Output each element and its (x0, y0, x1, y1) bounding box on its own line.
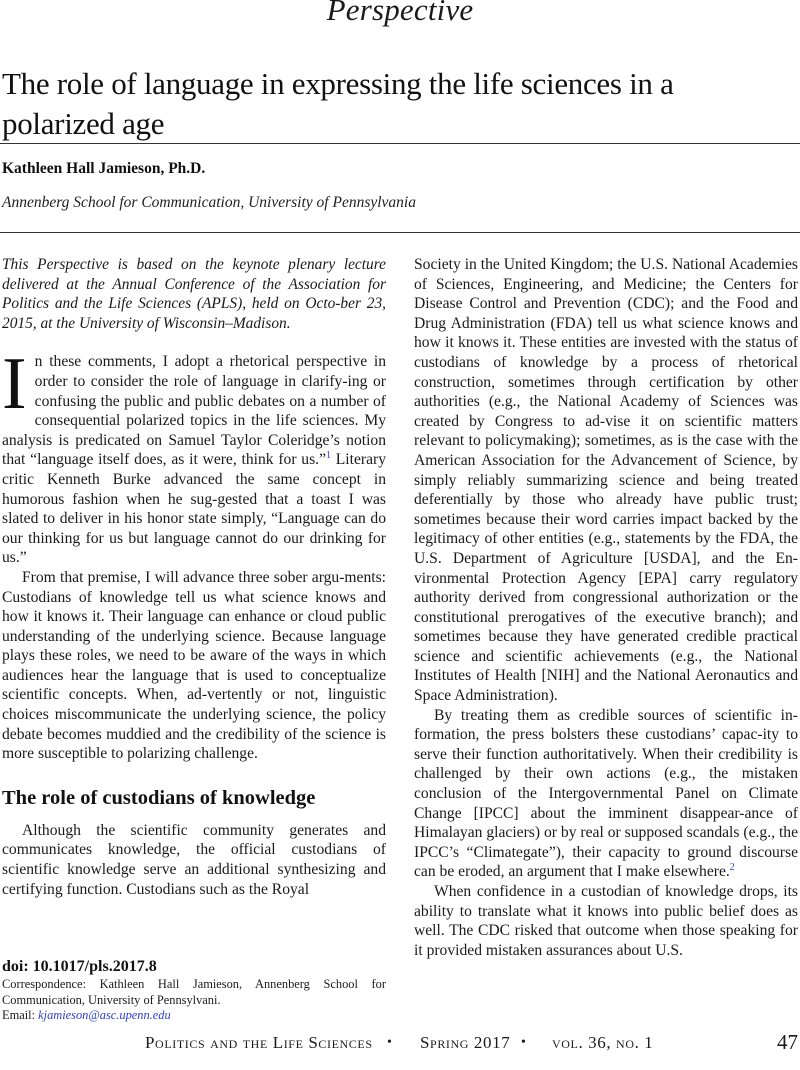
footnote-ref-1[interactable]: 1 (326, 450, 331, 462)
right-column (414, 255, 798, 960)
author-name: Kathleen Hall Jamieson, Ph.D. (2, 160, 206, 177)
paragraph-4: Society in the United Kingdom; the U.S. National Academies of Sciences, Engineering, and Medicine; the Centers for Disease Control and Prevention (CDC); and the Food and Drug Administration (FDA) tell us what science knows and how it knows it. These entities are invested with the status of custodians of knowledge by a process of rhetorical construction, sometimes through certification by other authorities (e.g., the National Academy of Sciences was created by Congress to ad-vise it on scientific matters relevant to policymaking); sometimes, as is the case with the American Association for the Advancement of Science, by simply reliably summarizing science and being treated deferentially by those who already have public trust; sometimes because their word carries impact backed by the legitimacy of other entities (e.g., statements by the FDA, the U.S. Department of Agriculture [USDA], and the En-vironmental Protection Agency [EPA] carry regulatory authority derived from congressional authorization or the constitutional prerogatives of the executive branch); and sometimes because they have generated credible practical science and scientific achievements (e.g., the National Institutes of Health [NIH] and the National Aeronautics and Space Administration). (414, 256, 798, 705)
footer-bullet: • (521, 1035, 526, 1050)
first-page-footnote (2, 957, 386, 1024)
correspondence: Correspondence: Kathleen Hall Jamieson, Annenberg School for Communication, University of Pennsylvani. (2, 977, 386, 1007)
doi: doi: 10.1017/pls.2017.8 (2, 958, 157, 975)
paragraph-2: From that premise, I will advance three sober argu-ments: Custodians of knowledge tell us what science knows and how it knows it. Their language can enhance or cloud public understanding of the underlying science. Because language plays these roles, we need to be aware of the ways in which audiences hear the language that is used to conceptualize scientific concepts. When, ad-vertently or not, linguistic choices miscommunicate the underlying science, the policy debate becomes muddied and the credibility of the science is more susceptible to polarizing challenge. (2, 568, 386, 763)
drop-cap: I (2, 343, 27, 426)
email-label: Email: (2, 1008, 39, 1023)
email-line (2, 1008, 386, 1024)
page-footer (0, 1030, 800, 1061)
email-link[interactable]: kjamieson@asc.upenn.edu (38, 1008, 171, 1023)
paragraph-1-text-b: Literary critic Kenneth Burke advanced the same concept in humorous fashion when he sug-gested that a toast I was slated to deliver in his honor state simply, “Language can do our thinking for us but language cannot do our drinking for us.” (2, 451, 386, 567)
paragraph-6: When confidence in a custodian of knowledge drops, its ability to translate what it knows into public belief does as well. The CDC risked that outcome when those speaking for it provided mistaken assurances about U.S. (414, 883, 798, 959)
paragraph-5-text: By treating them as credible sources of scientific in-formation, the press bolsters these custodians’ capac-ity to serve their function authoritatively. When their credibility is challenged by their own actions (e.g., the mistaken conclusion of the Intergovernmental Panel on Climate Change [IPCC] about the imminent disappear-ance of Himalayan glaciers) or by real or supposed scandals (e.g., the IPCC’s “Climategate”), their capacity to ground discourse can be eroded, an argument that I make elsewhere. (414, 706, 798, 881)
page-number: 47 (777, 1030, 798, 1054)
intro-note: This Perspective is based on the keynote plenary lecture delivered at the Annual Conference of the Association for Politics and the Life Sciences (APLS), held on Octo-ber 23, 2015, at the University of Wisconsin–Madison. (2, 256, 386, 332)
paragraph-3: Although the scientific community generates and communicates knowledge, the official custodians of scientific knowledge serve an additional synthesizing and certifying function. Custodians such as the Royal (2, 821, 386, 898)
header-divider (0, 232, 800, 233)
footnote-ref-2[interactable]: 2 (729, 862, 735, 874)
volume-issue: vol. 36, no. 1 (552, 1033, 654, 1052)
section-heading: The role of custodians of knowledge (2, 786, 316, 809)
paragraph-1 (2, 343, 386, 568)
section-label: Perspective (326, 0, 474, 27)
left-column (2, 255, 386, 899)
title-divider (0, 143, 800, 144)
footer-bullet: • (387, 1035, 392, 1050)
issue-season: Spring 2017 (420, 1033, 511, 1052)
paragraph-1-text-a: n these comments, I adopt a rhetorical perspective in order to consider the role of language in clarify-ing or confusing the public and public debates on a number of consequential polarized topics in the life sciences. My analysis is predicated on Samuel Taylor Coleridge’s notion that “language itself does, as it were, think for us.” (2, 353, 386, 469)
paragraph-5 (414, 706, 798, 882)
journal-name: Politics and the Life Sciences (145, 1033, 373, 1052)
author-affiliation: Annenberg School for Communication, University of Pennsylvania (2, 194, 416, 211)
article-title: The role of language in expressing the life sciences in a polarized age (2, 66, 674, 141)
